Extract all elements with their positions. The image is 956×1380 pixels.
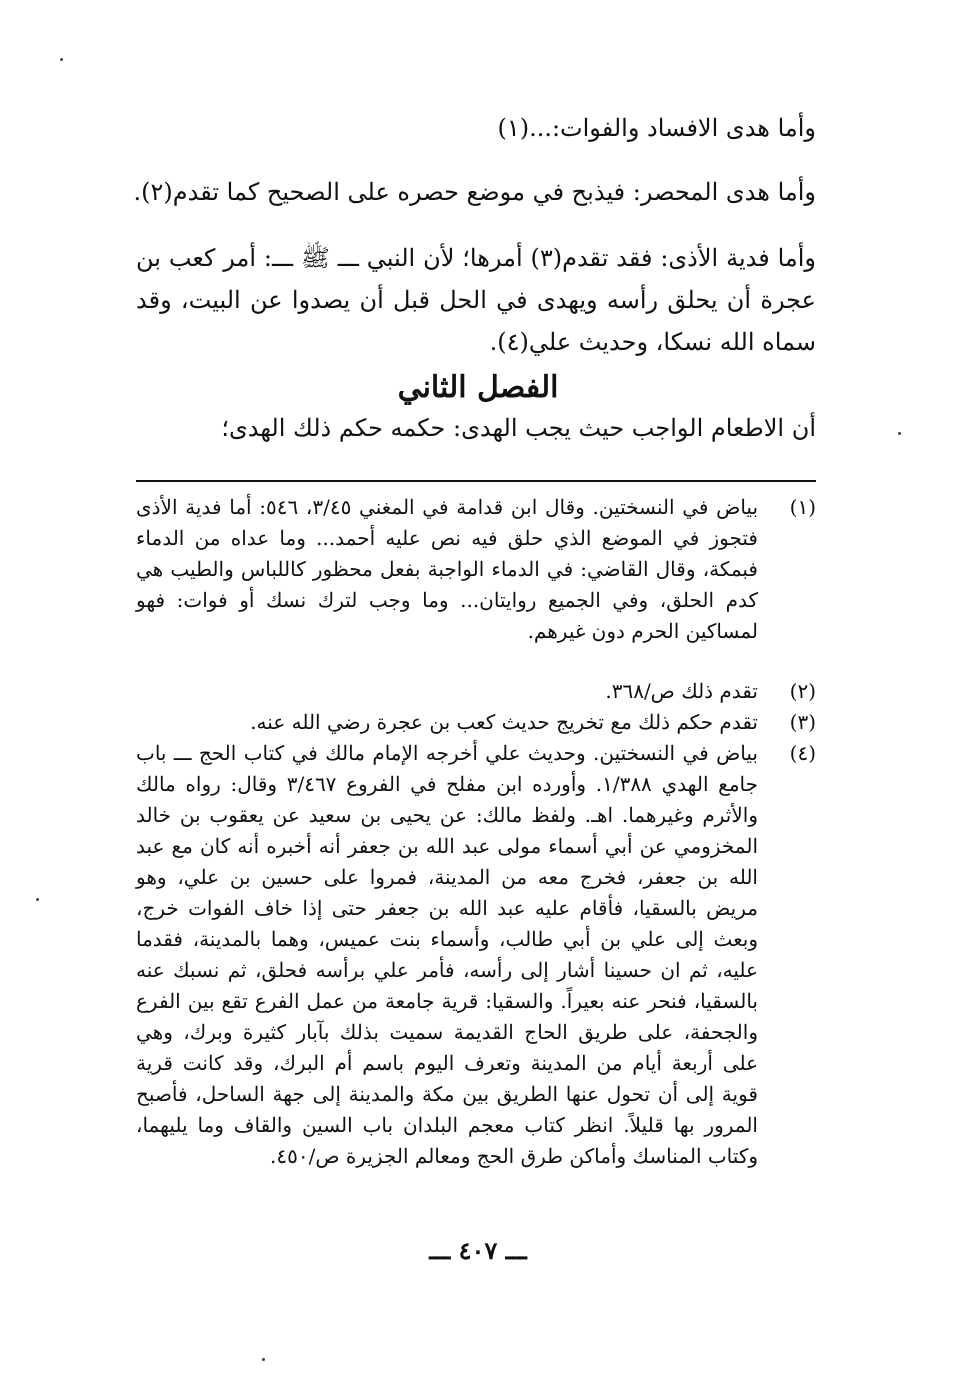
footnote-1 xyxy=(136,492,816,647)
chapter-title: الفصل الثاني xyxy=(397,370,559,405)
footnote-number: (٣) xyxy=(789,710,816,734)
scan-speck xyxy=(262,1358,265,1361)
scan-speck xyxy=(36,898,39,901)
footnote-separator xyxy=(136,480,816,482)
footnote-2 xyxy=(136,676,816,707)
footnote-4 xyxy=(136,738,816,1172)
paragraph-offering-besieged: وأما هدى المحصر: فيذبح في موضع حصره على الصحيح كما تقدم(٢). xyxy=(133,178,816,206)
scan-speck xyxy=(898,432,901,435)
footnote-number: (١) xyxy=(789,495,816,519)
paragraph-offering-corruption: وأما هدى الافساد والفوات:...(١) xyxy=(497,114,816,142)
footnote-text: تقدم ذلك ص/٣٦٨. xyxy=(605,679,758,703)
footnote-text: بياض في النسختين. وحديث علي أخرجه الإمام مالك في كتاب الحج ـــ باب جامع الهدي ١/٣٨٨. وأورده ابن مفلح في الفروع ٣/٤٦٧ وقال: رواه مالك والأثرم وغيرهما. اهـ. ولفظ مالك: عن يحيى بن سعيد عن يعقوب بن خالد المخزومي عن أبي أسماء مولى عبد الله بن جعفر أنه أخبره أنه كان مع عبد الله بن جعفر، فخرج معه من المدينة، فمروا على حسين بن علي، وهو مريض بالسقيا، فأقام عليه عبد الله بن جعفر حتى إذا خاف الفوات خرج، وبعث إلى علي بن أبي طالب، وأسماء بنت عميس، وهما بالمدينة، فقدما عليه، ثم ان حسينا أشار إلى رأسه، فأمر علي برأسه فحلق، ثم نسبك عنه بالسقيا، فنحر عنه بعيراً. والسقيا: قرية جامعة من عمل الفرع تقع بين الفرع والجحفة، على طريق الحاج القديمة سميت بذلك بآبار كثيرة وبرك، وهي على أربعة أيام من المدينة وتعرف اليوم باسم أم البرك، وقد كانت قرية قوية إلى أن تحول عنها الطريق بين مكة والمدينة إلى جهة الساحل، فأصبح المرور بها قليلاً. انظر كتاب معجم البلدان باب السين والقاف وما يليهما، وكتاب المناسك وأماكن طرق الحج ومعالم الجزيرة ص/٤٥٠. xyxy=(136,741,758,1168)
page-number: ـــ ٤٠٧ ـــ xyxy=(429,1236,527,1265)
footnote-number: (٤) xyxy=(789,741,816,765)
scan-speck xyxy=(60,58,63,61)
paragraph-ransom-harm: وأما فدية الأذى: فقد تقدم(٣) أمرها؛ لأن النبي ـــ ﷺ ـــ: أمر كعب بن عجرة أن يحلق رأسه ويهدى في الحل قبل أن يصدوا عن البيت، وقد سماه الله نسكا، وحديث علي(٤). xyxy=(136,244,817,356)
chapter-first-line: أن الاطعام الواجب حيث يجب الهدى: حكمه حكم ذلك الهدى؛ xyxy=(221,414,816,442)
footnote-number: (٢) xyxy=(789,679,816,703)
footnote-3 xyxy=(136,707,816,738)
footnote-text: تقدم حكم ذلك مع تخريج حديث كعب بن عجرة رضي الله عنه. xyxy=(250,710,758,734)
footnote-text: بياض في النسختين. وقال ابن قدامة في المغني ٣/٤٥، ٥٤٦: أما فدية الأذى فتجوز في الموضع الذي حلق فيه نص عليه أحمد... وما عداه من الدماء فبمكة، وقال القاضي: في الدماء الواجبة بفعل محظور كاللباس والطيب هي كدم الحلق، وفي الجميع روايتان... وما وجب لترك نسك أو فوات: فهو لمساكين الحرم دون غيرهم. xyxy=(136,495,759,643)
